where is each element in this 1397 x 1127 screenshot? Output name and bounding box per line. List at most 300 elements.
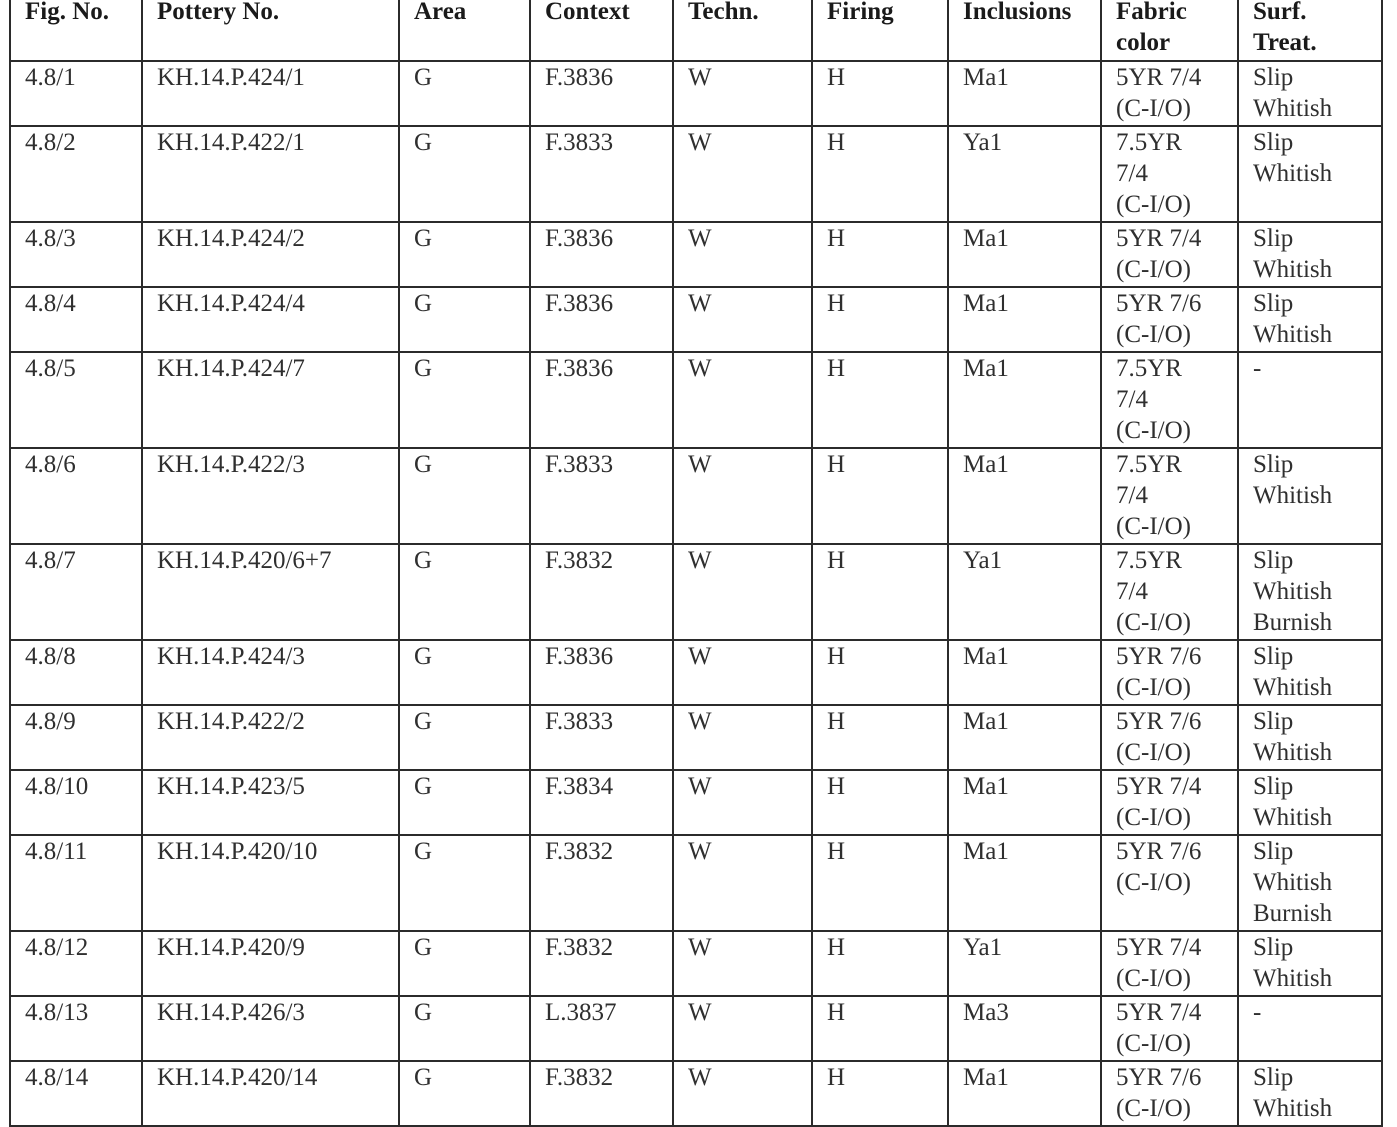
header-fig-no [10,0,142,61]
cell-surf-treat [1238,835,1382,931]
cell-text: W [688,451,712,478]
cell-inclusions [948,448,1101,544]
cell-area [399,352,530,448]
cell-area [399,705,530,770]
cell-text: KH.14.P.424/3 [157,643,305,670]
cell-text: G [414,451,433,478]
cell-text: 7.5YR [1116,129,1182,156]
cell-context [530,448,673,544]
cell-context [530,1061,673,1126]
cell-text: W [688,999,712,1026]
table-row [10,61,1382,126]
cell-text: H [827,225,846,252]
cell-text: F.3832 [545,934,614,961]
cell-inclusions [948,544,1101,640]
cell-surf-treat [1238,640,1382,705]
cell-text: Whitish [1253,739,1333,766]
cell-techn [673,448,812,544]
pottery-table [9,0,1383,1127]
cell-text: 4.8/2 [25,129,76,156]
cell-area [399,996,530,1061]
cell-fig-no [10,996,142,1061]
cell-text: Whitish [1253,674,1333,701]
cell-text: Slip [1253,129,1294,156]
cell-text: Ma1 [963,773,1009,800]
cell-text: Ya1 [963,129,1003,156]
cell-area [399,1061,530,1126]
table-body [10,61,1382,1126]
cell-fig-no [10,126,142,222]
cell-fig-no [10,287,142,352]
header-text: Pottery No. [157,0,280,25]
cell-techn [673,61,812,126]
cell-text: 5YR 7/6 [1116,708,1202,735]
cell-text: H [827,451,846,478]
cell-text: KH.14.P.424/7 [157,355,305,382]
cell-context [530,996,673,1061]
cell-inclusions [948,705,1101,770]
cell-fabric-color [1101,287,1238,352]
cell-text: G [414,64,433,91]
cell-text: G [414,225,433,252]
table-row [10,448,1382,544]
cell-firing [812,770,948,835]
cell-text: W [688,355,712,382]
cell-text: H [827,355,846,382]
cell-fabric-color [1101,640,1238,705]
header-inclusions [948,0,1101,61]
table-row [10,835,1382,931]
cell-fig-no [10,222,142,287]
cell-fabric-color [1101,61,1238,126]
cell-text: W [688,290,712,317]
cell-area [399,835,530,931]
cell-text: W [688,547,712,574]
header-text: color [1116,29,1171,56]
cell-text: Ma1 [963,225,1009,252]
cell-text: 5YR 7/4 [1116,225,1202,252]
cell-fig-no [10,835,142,931]
cell-context [530,287,673,352]
cell-techn [673,352,812,448]
cell-firing [812,996,948,1061]
cell-pottery-no [142,770,399,835]
cell-text: G [414,290,433,317]
cell-fabric-color [1101,705,1238,770]
cell-text: H [827,129,846,156]
cell-pottery-no [142,448,399,544]
cell-text: H [827,934,846,961]
cell-pottery-no [142,640,399,705]
table-row [10,352,1382,448]
cell-text: W [688,773,712,800]
cell-text: Slip [1253,643,1294,670]
cell-text: W [688,643,712,670]
cell-techn [673,287,812,352]
cell-text: 4.8/8 [25,643,76,670]
cell-text: KH.14.P.420/6+7 [157,547,332,574]
cell-text: G [414,934,433,961]
cell-text: W [688,708,712,735]
cell-surf-treat [1238,222,1382,287]
cell-text: (C-I/O) [1116,674,1191,701]
cell-text: 4.8/9 [25,708,76,735]
cell-text: W [688,1064,712,1091]
cell-context [530,705,673,770]
cell-surf-treat [1238,1061,1382,1126]
header-pottery-no [142,0,399,61]
header-row [10,0,1382,61]
cell-techn [673,770,812,835]
header-text: Firing [827,0,894,25]
cell-fig-no [10,640,142,705]
header-techn [673,0,812,61]
header-context [530,0,673,61]
cell-techn [673,640,812,705]
cell-text: KH.14.P.424/4 [157,290,305,317]
cell-text: 5YR 7/6 [1116,838,1202,865]
header-text: Fig. No. [25,0,110,25]
cell-fig-no [10,544,142,640]
cell-surf-treat [1238,448,1382,544]
cell-text: H [827,643,846,670]
cell-inclusions [948,835,1101,931]
cell-text: Slip [1253,838,1294,865]
cell-area [399,61,530,126]
cell-techn [673,544,812,640]
cell-firing [812,61,948,126]
cell-firing [812,835,948,931]
cell-text: F.3836 [545,225,614,252]
cell-text: Slip [1253,708,1294,735]
cell-text: Ya1 [963,547,1003,574]
cell-pottery-no [142,222,399,287]
cell-text: (C-I/O) [1116,869,1191,896]
cell-text: H [827,999,846,1026]
header-text: Surf. [1253,0,1307,25]
cell-text: F.3836 [545,64,614,91]
cell-context [530,835,673,931]
cell-text: Slip [1253,225,1294,252]
cell-pottery-no [142,835,399,931]
cell-text: F.3833 [545,708,614,735]
cell-pottery-no [142,352,399,448]
cell-fig-no [10,705,142,770]
cell-text: G [414,773,433,800]
cell-text: 4.8/10 [25,773,89,800]
cell-text: Whitish [1253,965,1333,992]
cell-fabric-color [1101,996,1238,1061]
cell-text: Slip [1253,934,1294,961]
cell-fabric-color [1101,544,1238,640]
header-area [399,0,530,61]
cell-text: F.3834 [545,773,614,800]
cell-text: 7/4 [1116,160,1148,187]
cell-fig-no [10,448,142,544]
cell-context [530,544,673,640]
cell-text: Ma1 [963,838,1009,865]
cell-fabric-color [1101,1061,1238,1126]
cell-text: 4.8/4 [25,290,76,317]
cell-firing [812,705,948,770]
cell-text: Slip [1253,451,1294,478]
cell-text: F.3833 [545,129,614,156]
cell-fabric-color [1101,835,1238,931]
table-row [10,126,1382,222]
cell-text: F.3832 [545,838,614,865]
cell-text: F.3833 [545,451,614,478]
cell-text: Whitish [1253,160,1333,187]
cell-text: F.3836 [545,643,614,670]
cell-text: KH.14.P.422/1 [157,129,305,156]
cell-inclusions [948,640,1101,705]
cell-text: G [414,355,433,382]
cell-text: (C-I/O) [1116,804,1191,831]
header-firing [812,0,948,61]
cell-text: G [414,129,433,156]
cell-pottery-no [142,287,399,352]
header-text: Treat. [1253,29,1317,56]
cell-text: (C-I/O) [1116,965,1191,992]
cell-techn [673,996,812,1061]
cell-text: 5YR 7/4 [1116,934,1202,961]
cell-text: KH.14.P.422/3 [157,451,305,478]
cell-text: H [827,547,846,574]
cell-firing [812,126,948,222]
cell-text: (C-I/O) [1116,513,1191,540]
cell-pottery-no [142,544,399,640]
cell-inclusions [948,770,1101,835]
cell-fabric-color [1101,931,1238,996]
cell-surf-treat [1238,770,1382,835]
cell-text: 5YR 7/4 [1116,64,1202,91]
cell-pottery-no [142,705,399,770]
cell-text: Ma1 [963,290,1009,317]
cell-text: (C-I/O) [1116,417,1191,444]
cell-text: KH.14.P.423/5 [157,773,305,800]
cell-text: Slip [1253,547,1294,574]
cell-area [399,640,530,705]
cell-text: KH.14.P.424/1 [157,64,305,91]
cell-pottery-no [142,126,399,222]
cell-surf-treat [1238,996,1382,1061]
cell-text: G [414,708,433,735]
cell-text: 7/4 [1116,578,1148,605]
cell-text: Slip [1253,1064,1294,1091]
cell-inclusions [948,222,1101,287]
cell-text: KH.14.P.420/9 [157,934,305,961]
cell-text: F.3832 [545,1064,614,1091]
cell-fig-no [10,770,142,835]
cell-text: (C-I/O) [1116,1095,1191,1122]
cell-text: Ma1 [963,64,1009,91]
cell-fabric-color [1101,222,1238,287]
cell-surf-treat [1238,705,1382,770]
cell-text: H [827,64,846,91]
cell-fabric-color [1101,448,1238,544]
cell-area [399,287,530,352]
cell-inclusions [948,61,1101,126]
table-header [10,0,1382,61]
cell-text: KH.14.P.420/10 [157,838,318,865]
header-text: Inclusions [963,0,1072,25]
cell-text: 5YR 7/6 [1116,290,1202,317]
cell-techn [673,126,812,222]
cell-inclusions [948,126,1101,222]
cell-text: 7/4 [1116,482,1148,509]
cell-text: 4.8/7 [25,547,76,574]
cell-fabric-color [1101,770,1238,835]
cell-firing [812,448,948,544]
cell-inclusions [948,931,1101,996]
cell-firing [812,1061,948,1126]
cell-text: Ma1 [963,643,1009,670]
cell-text: G [414,1064,433,1091]
table-row [10,640,1382,705]
cell-text: H [827,290,846,317]
table-row [10,287,1382,352]
cell-surf-treat [1238,352,1382,448]
table-row [10,544,1382,640]
cell-text: 4.8/14 [25,1064,89,1091]
cell-text: KH.14.P.426/3 [157,999,305,1026]
cell-firing [812,352,948,448]
cell-text: W [688,838,712,865]
cell-fig-no [10,61,142,126]
cell-firing [812,222,948,287]
cell-text: Burnish [1253,609,1333,636]
cell-text: G [414,999,433,1026]
cell-text: F.3836 [545,290,614,317]
cell-text: (C-I/O) [1116,191,1191,218]
cell-area [399,770,530,835]
cell-text: 7.5YR [1116,547,1182,574]
cell-area [399,544,530,640]
cell-text: 7.5YR [1116,451,1182,478]
cell-fig-no [10,352,142,448]
cell-surf-treat [1238,931,1382,996]
cell-techn [673,835,812,931]
cell-text: 7.5YR [1116,355,1182,382]
table-row [10,996,1382,1061]
cell-firing [812,640,948,705]
table-row [10,770,1382,835]
cell-firing [812,287,948,352]
cell-text: Ya1 [963,934,1003,961]
cell-text: L.3837 [545,999,617,1026]
cell-text: Slip [1253,773,1294,800]
cell-text: 4.8/11 [25,838,88,865]
cell-text: G [414,838,433,865]
cell-fig-no [10,931,142,996]
cell-text: 4.8/13 [25,999,89,1026]
cell-text: Whitish [1253,482,1333,509]
cell-text: Ma3 [963,999,1009,1026]
cell-text: Whitish [1253,321,1333,348]
cell-techn [673,222,812,287]
cell-techn [673,705,812,770]
cell-text: H [827,773,846,800]
cell-area [399,126,530,222]
cell-context [530,126,673,222]
cell-text: (C-I/O) [1116,321,1191,348]
cell-text: F.3832 [545,547,614,574]
cell-text: Ma1 [963,708,1009,735]
cell-text: G [414,547,433,574]
header-surf-treat [1238,0,1382,61]
cell-text: Whitish [1253,95,1333,122]
cell-pottery-no [142,61,399,126]
cell-text: Whitish [1253,869,1333,896]
header-text: Fabric [1116,0,1187,25]
cell-surf-treat [1238,61,1382,126]
cell-text: - [1253,355,1262,382]
cell-inclusions [948,996,1101,1061]
cell-text: Whitish [1253,256,1333,283]
cell-text: (C-I/O) [1116,609,1191,636]
cell-text: W [688,225,712,252]
cell-inclusions [948,287,1101,352]
cell-text: 4.8/6 [25,451,76,478]
cell-text: Slip [1253,64,1294,91]
header-text: Context [545,0,630,25]
cell-text: - [1253,999,1262,1026]
cell-inclusions [948,1061,1101,1126]
cell-text: 5YR 7/6 [1116,1064,1202,1091]
cell-fabric-color [1101,352,1238,448]
header-text: Area [414,0,467,25]
cell-text: (C-I/O) [1116,1030,1191,1057]
cell-context [530,770,673,835]
cell-text: Ma1 [963,451,1009,478]
cell-text: 4.8/12 [25,934,89,961]
cell-inclusions [948,352,1101,448]
cell-context [530,931,673,996]
cell-text: 5YR 7/4 [1116,999,1202,1026]
cell-text: KH.14.P.422/2 [157,708,305,735]
cell-text: KH.14.P.420/14 [157,1064,318,1091]
cell-text: 4.8/3 [25,225,76,252]
cell-context [530,61,673,126]
cell-text: Ma1 [963,1064,1009,1091]
cell-surf-treat [1238,544,1382,640]
cell-fig-no [10,1061,142,1126]
cell-text: F.3836 [545,355,614,382]
cell-text: 7/4 [1116,386,1148,413]
cell-techn [673,1061,812,1126]
cell-text: Whitish [1253,578,1333,605]
cell-context [530,352,673,448]
cell-text: 4.8/1 [25,64,76,91]
header-fabric-color [1101,0,1238,61]
table-row [10,705,1382,770]
cell-context [530,222,673,287]
cell-pottery-no [142,996,399,1061]
cell-techn [673,931,812,996]
table-row [10,1061,1382,1126]
cell-area [399,931,530,996]
cell-text: 5YR 7/6 [1116,643,1202,670]
cell-fabric-color [1101,126,1238,222]
cell-text: H [827,1064,846,1091]
header-text: Techn. [688,0,759,25]
cell-pottery-no [142,931,399,996]
cell-text: H [827,838,846,865]
cell-text: Whitish [1253,804,1333,831]
cell-area [399,222,530,287]
cell-area [399,448,530,544]
table-row [10,222,1382,287]
